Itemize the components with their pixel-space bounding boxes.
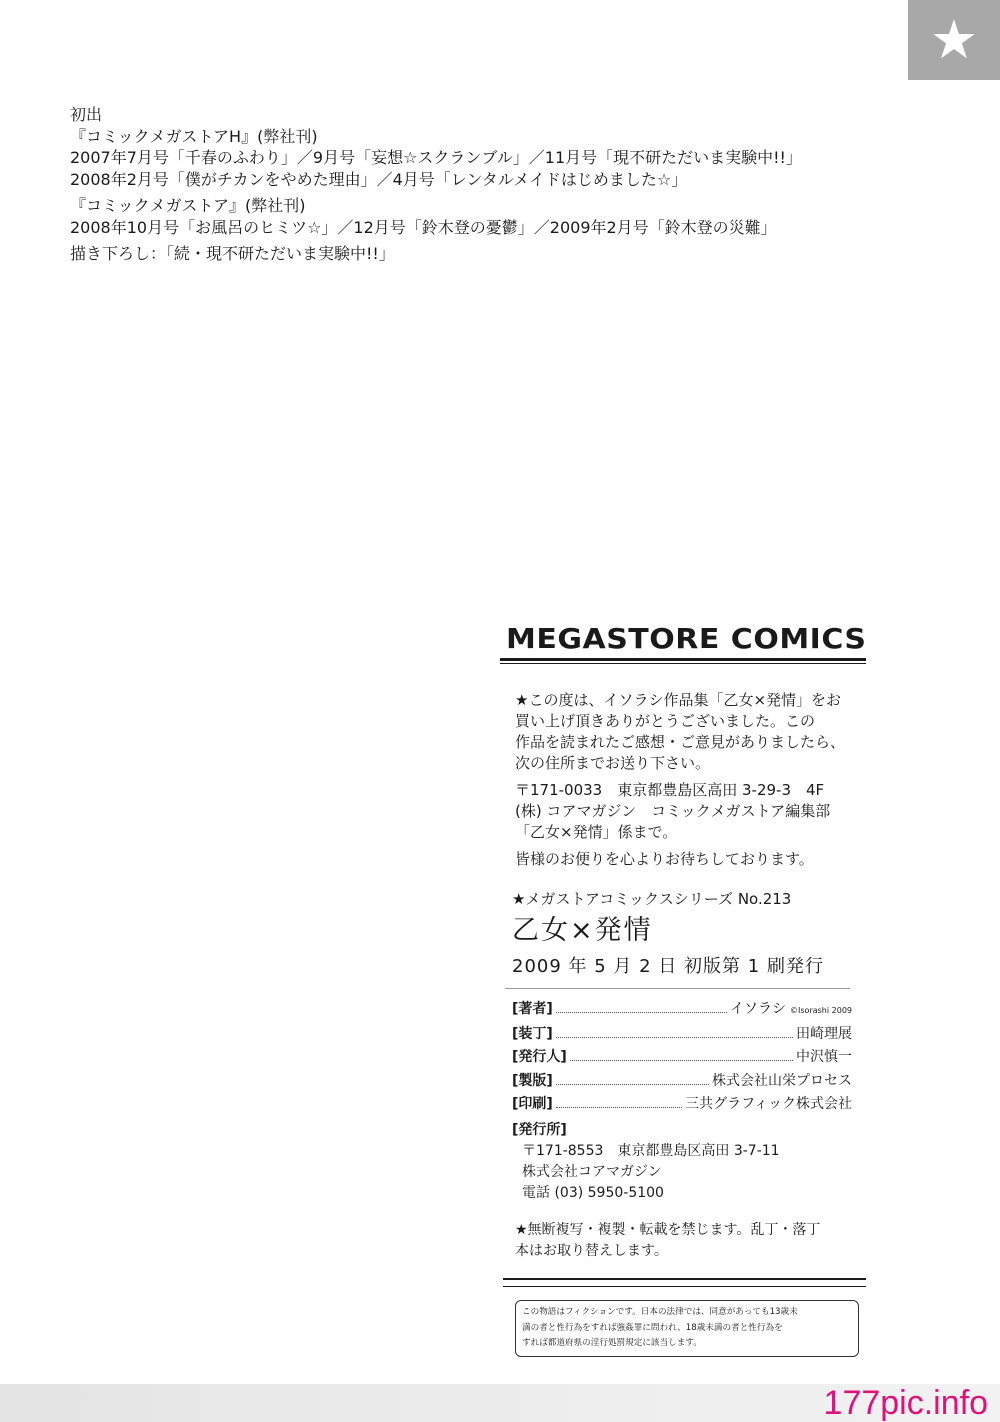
reader-message	[515, 690, 865, 870]
leader-dots	[556, 1037, 793, 1038]
credit-role: [製版]	[512, 1072, 553, 1089]
credit-role: [著者]	[512, 1001, 553, 1017]
credit-name: 株式会社山栄プロセス	[712, 1072, 852, 1089]
divider	[503, 1286, 866, 1287]
corner-tab	[908, 0, 1000, 80]
book-title: 乙女×発情	[512, 915, 653, 946]
first-publication-line: 描き下ろし：「続・現不研ただいま実験中!!」	[70, 244, 395, 263]
message-line: ★この度は、イソラシ作品集「乙女×発情」をお	[515, 691, 842, 709]
credit-name: 三共グラフィック株式会社	[685, 1096, 852, 1112]
copyright-note: ©Isorashi 2009	[790, 1006, 852, 1015]
publisher-label: [発行所]	[512, 1121, 567, 1138]
credit-role: [発行人]	[512, 1049, 567, 1065]
credit-role: [印刷]	[512, 1096, 553, 1112]
star-icon: ★	[929, 8, 979, 71]
leader-dots	[556, 1012, 727, 1013]
divider	[500, 658, 866, 661]
credit-row	[512, 1093, 852, 1117]
publication-date: 2009 年 5 月 2 日 初版第 1 刷発行	[512, 956, 824, 977]
credit-row	[512, 1046, 852, 1070]
credit-name: 田崎理展	[796, 1025, 852, 1042]
divider	[500, 663, 866, 664]
first-publication-line: 2008年2月号「僕がチカンをやめた理由」／4月号「レンタルメイドはじめました☆」	[70, 169, 688, 189]
leader-dots	[556, 1107, 682, 1108]
credits	[512, 998, 852, 1204]
credit-role: [装丁]	[512, 1025, 553, 1042]
first-publication-line: 『コミックメガストア』(弊社刊)	[70, 196, 306, 215]
address-line: 「乙女×発情」係まで。	[515, 823, 678, 841]
first-publication-line: 『コミックメガストアH』(弊社刊)	[70, 126, 318, 146]
divider	[505, 988, 850, 989]
leader-dots	[556, 1084, 709, 1085]
credit-name: 中沢慎一	[796, 1049, 852, 1065]
series-label: ★メガストアコミックスシリーズ No.213	[512, 890, 792, 908]
credit-row	[512, 1023, 852, 1047]
divider	[503, 1278, 866, 1280]
publisher-line: 株式会社コアマガジン	[522, 1163, 662, 1180]
notice-line: ★無断複写・複製・転載を禁じます。乱丁・落丁	[515, 1222, 821, 1238]
copyright-notice	[515, 1220, 855, 1262]
publisher-line: 電話 (03) 5950-5100	[522, 1184, 664, 1201]
credit-row	[512, 1070, 852, 1094]
message-line: 作品を読まれたご感想・ご意見がありましたら、	[515, 733, 846, 751]
disclaimer-line: すれば都道府県の淫行処罰規定に該当します。	[522, 1338, 702, 1348]
leader-dots	[570, 1060, 793, 1061]
brand-logo: MEGASTORE COMICS	[506, 622, 867, 656]
first-publication-line: 2008年10月号「お風呂のヒミツ☆」／12月号「鈴木登の憂鬱」／2009年2月号「鈴木登の災難」	[70, 217, 777, 237]
credit-name: イソラシ	[730, 1001, 787, 1017]
disclaimer-line: この物語はフィクションです。日本の法律では、同意があっても13歳未	[522, 1307, 798, 1317]
first-publication-line: 2007年7月号「千春のふわり」／9月号「妄想☆スクランブル」／11月号「現不研ただいま実験中!!」	[70, 148, 802, 167]
closing-line: 皆様のお便りを心よりお待ちしております。	[515, 850, 814, 868]
brand-block	[500, 622, 866, 664]
notice-line: 本はお取り替えします。	[515, 1243, 668, 1259]
address-line: (株) コアマガジン コミックメガストア編集部	[515, 802, 831, 820]
fiction-disclaimer	[515, 1300, 859, 1357]
message-line: 次の住所までお送り下さい。	[515, 754, 711, 772]
watermark: 177pic.info	[823, 1384, 988, 1422]
disclaimer-line: 満の者と性行為をすれば強姦罪に問われ、18歳未満の者と性行為を	[522, 1322, 783, 1333]
message-line: 買い上げ頂きありがとうございました。この	[515, 712, 816, 730]
address-line: 〒171-0033 東京都豊島区高田 3-29-3 4F	[515, 781, 825, 799]
credit-row	[512, 998, 852, 1023]
first-publication	[70, 104, 870, 265]
first-publication-heading: 初出	[70, 105, 103, 124]
publisher-line: 〒171-8553 東京都豊島区高田 3-7-11	[522, 1142, 780, 1159]
bottom-rules	[503, 1278, 866, 1287]
